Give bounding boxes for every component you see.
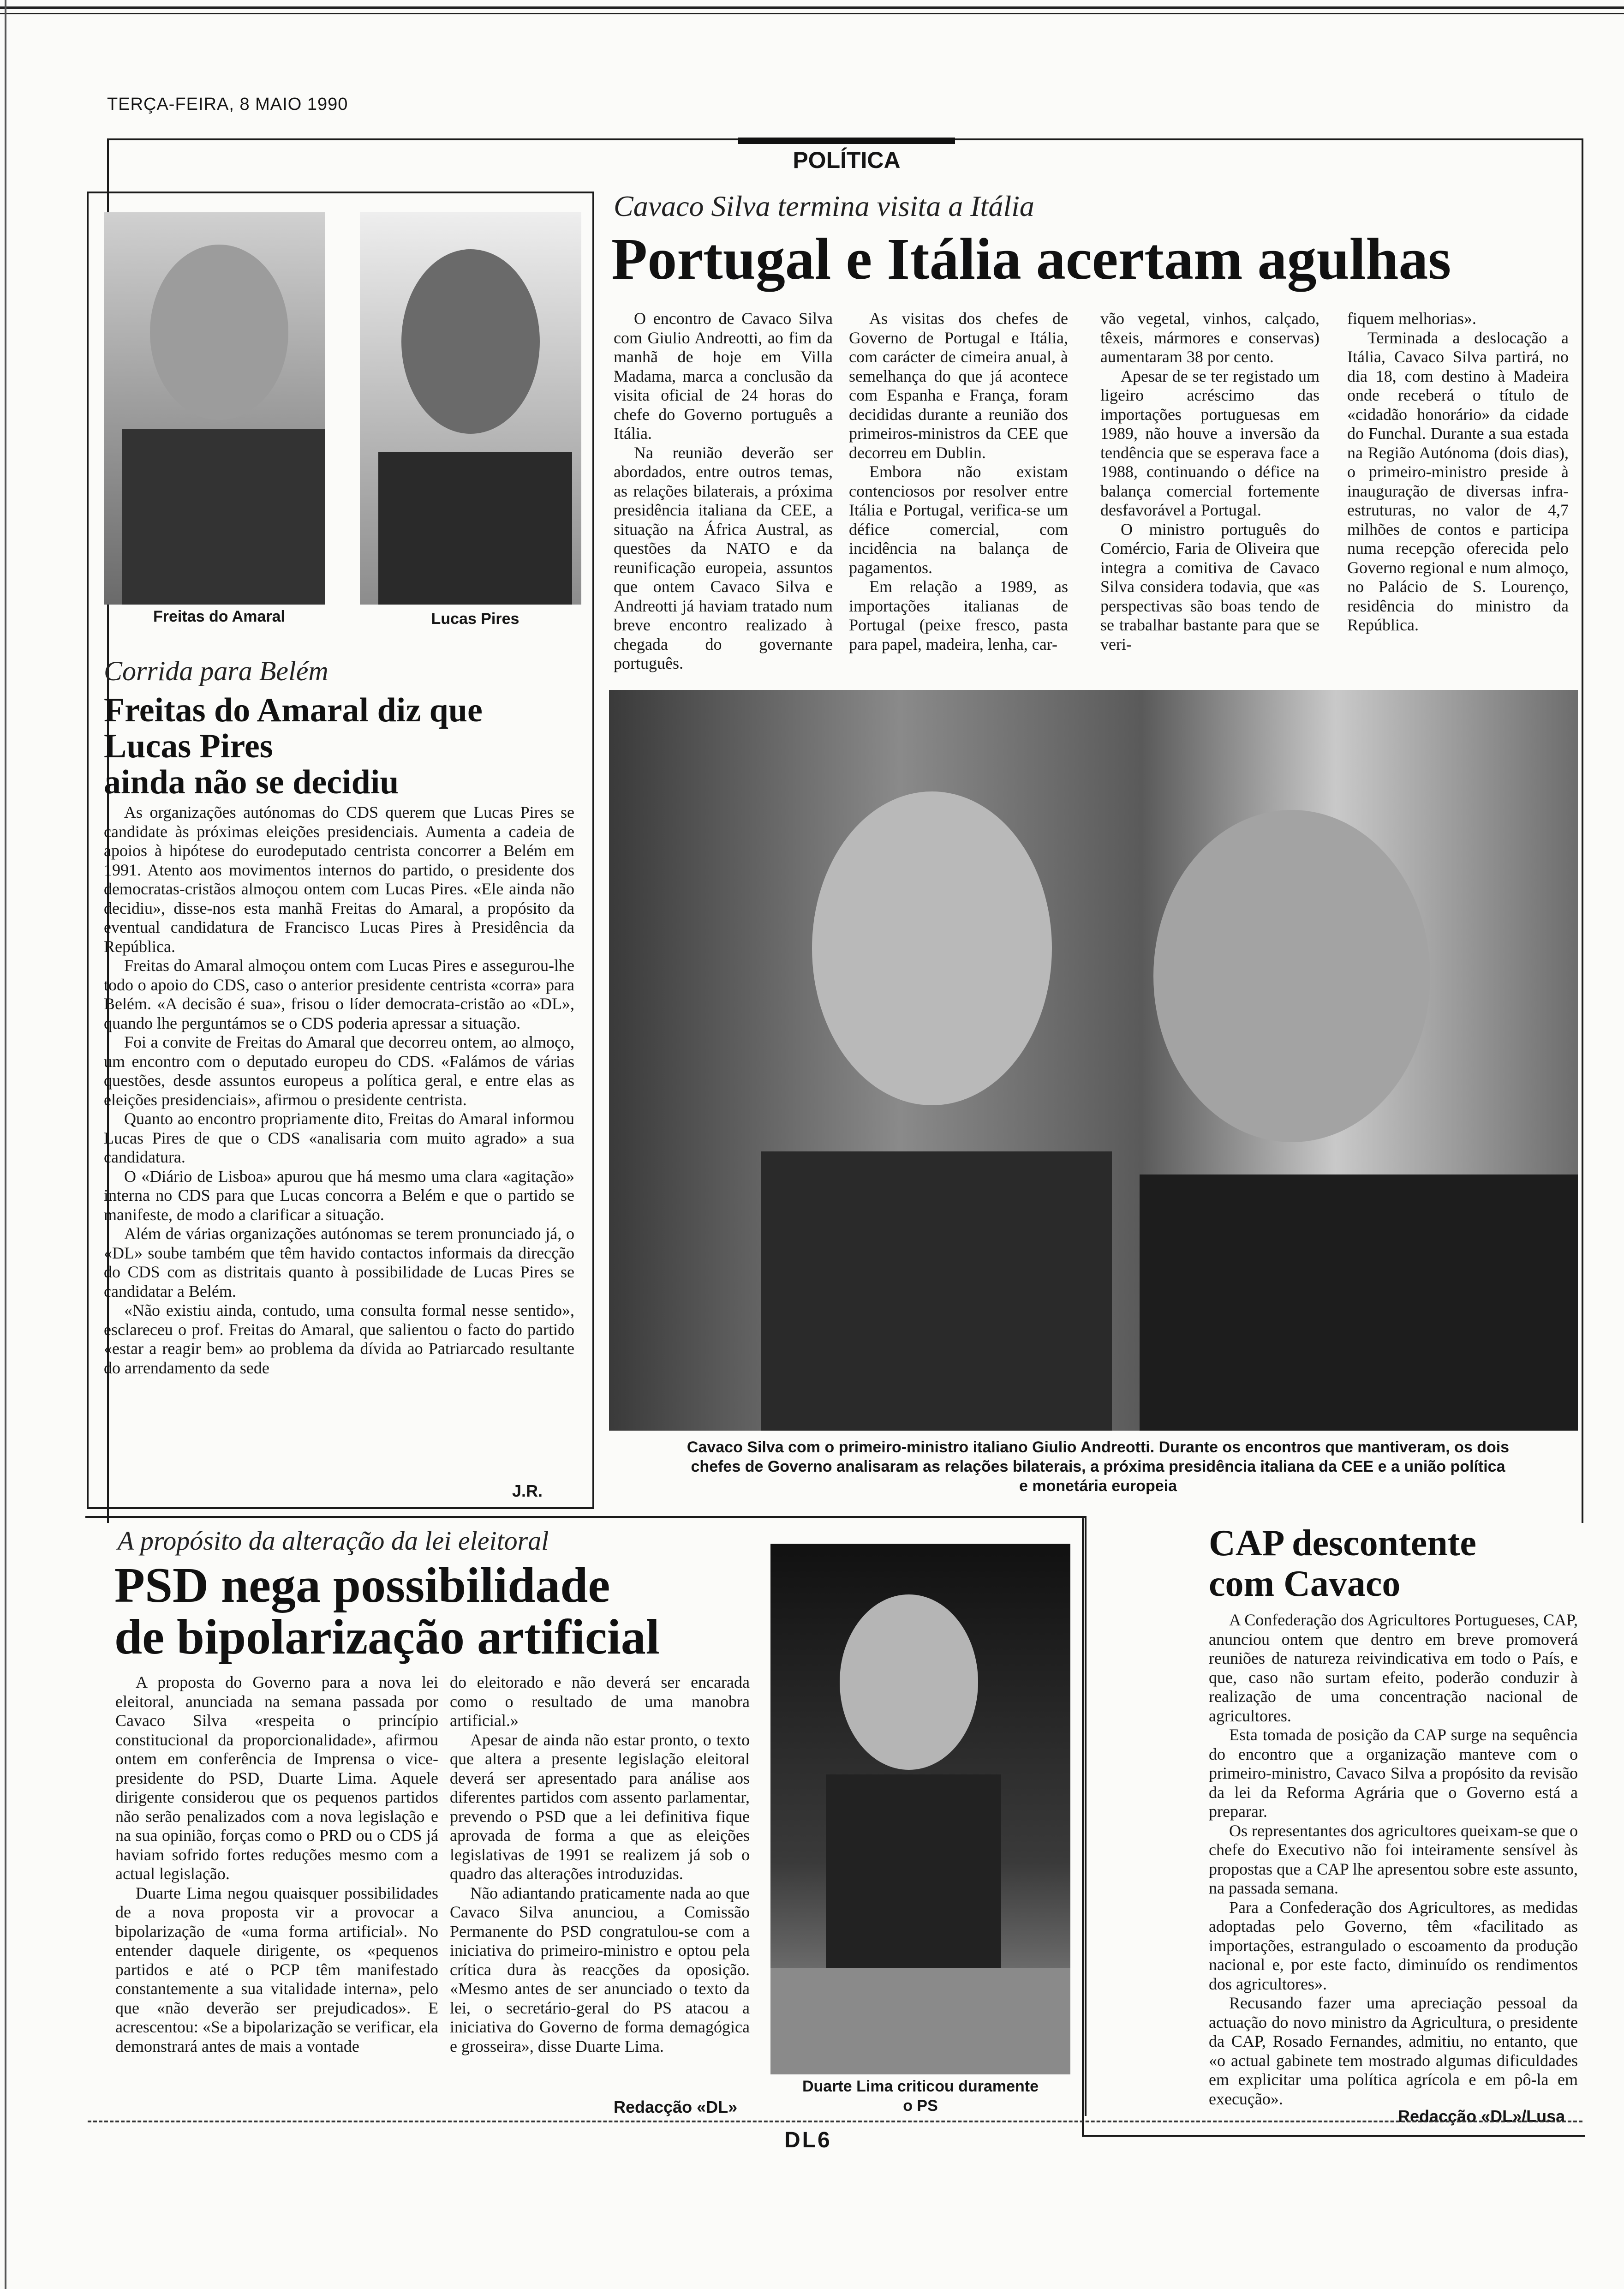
photo-illustration [104, 212, 325, 605]
lucas-pires-photo [360, 212, 581, 605]
paragraph: Embora não existam contenciosos por resolver entre Itália e Portugal, verifica-se um défice comercial, com incidência na balança de pagamentos. [849, 462, 1068, 577]
paragraph: As organizações autónomas do CDS querem que Lucas Pires se candidate às próximas eleições presidenciais. Aumenta a cadeia de apoios à hipótese do eurodeputado centrista concorrer a Belém em 1991. Atento aos movimentos internos do partido, o presidente dos democratas-cristãos almoçou ontem com Lucas Pires. «Ele ainda não decidiu», disse-nos esta manhã Freitas do Amaral, a propósito da eventual candidatura de Francisco Lucas Pires à Presidência da República. [104, 803, 574, 956]
headline-line: Freitas do Amaral diz que [104, 691, 483, 729]
cavaco-column-3 [1100, 309, 1320, 678]
paragraph: Apesar de ainda não estar pronto, o texto que altera a presente legislação eleitoral deverá ser apresentado para análise aos diferentes partidos com assento parlamentar, prevendo o PSD que a lei definitiva fique aprovada de forma a que as eleições legislativas de 1991 se realizem já sob o quadro das alterações introduzidas. [450, 1730, 750, 1883]
top-rule [0, 6, 1624, 9]
caption-line: Cavaco Silva com o primeiro-ministro italiano Giulio Andreotti. Durante os encontros que mantiveram, os dois [687, 1438, 1510, 1456]
cavaco-kicker: Cavaco Silva termina visita a Itália [614, 190, 1034, 222]
paragraph: Para a Confederação dos Agricultores, as medidas adoptadas pelo Governo, têm «facilitado as importações, estrangulado o escoamento da produção nacional e, por este facto, diminuído os rendimentos dos agricultores». [1209, 1898, 1578, 1993]
photo-illustration [770, 1544, 1070, 2074]
caption-line: chefes de Governo analisaram as relações bilaterais, a próxima presidência italiana da CEE e a união política [691, 1458, 1505, 1475]
paragraph: Foi a convite de Freitas do Amaral que decorreu ontem, ao almoço, um encontro com o deputado europeu do CDS. «Falámos de várias questões, desde assuntos europeus a política geral, e entre elas as eleições presidenciais», afirmou o presidente centrista. [104, 1033, 574, 1109]
paragraph: Freitas do Amaral almoçou ontem com Lucas Pires e assegurou-lhe todo o apoio do CDS, caso o anterior presidente centrista «corra» para Belém. «A decisão é sua», frisou o líder democrata-cristão ao «DL», quando lhe perguntámos se o CDS poderia apressar a situação. [104, 956, 574, 1032]
paragraph: Na reunião deverão ser abordados, entre outros temas, as relações bilaterais, a próxima presidência italiana da CEE, a situação na África Austral, as questões da NATO e da reunificação europeia, assuntos que ontem Cavaco Silva e Andreotti já haviam tratado num breve encontro realizado à chegada do governante português. [614, 443, 833, 672]
headline-line: CAP descontente [1209, 1523, 1476, 1564]
paragraph: Recusando fazer uma apreciação pessoal da actuação do novo ministro da Agricultura, o presidente da CAP, Rosado Fernandes, admitiu, no entanto, que «o actual gabinete tem mostrado algumas dificuldades em explicitar uma política agrícola e em pô-la em execução». [1209, 1994, 1578, 2108]
cap-body [1209, 1611, 1578, 2109]
paragraph: Apesar de se ter registado um ligeiro acréscimo das importações portuguesas em 1989, não houve a inversão da tendência que se esperava face a 1988, continuando o défice na balança comercial fortemente desfavorável a Portugal. [1100, 366, 1320, 519]
freitas-headline [104, 692, 483, 800]
paragraph: do eleitorado e não deverá ser encarada como o resultado de uma manobra artificial.» [450, 1673, 750, 1730]
paragraph: A proposta do Governo para a nova lei eleitoral, anunciada na semana passada por Cavaco Silva «respeita o princípio constitucional da proporcionalidade», afirmou ontem em conferência de Imprensa o vice-presidente do PSD, Duarte Lima. Aquele dirigente considerou que os pequenos partidos não serão penalizados com a nova legislação e na sua opinião, forças como o PRD ou o CDS já haviam sofrido fortes reduções mesmo com a actual legislação. [115, 1673, 438, 1883]
psd-kicker: A propósito da alteração da lei eleitoral [118, 1526, 549, 1556]
caption-line: o PS [903, 2097, 938, 2115]
paragraph: O ministro português do Comércio, Faria de Oliveira que integra a comitiva de Cavaco Silva considera todavia, que «as perspectivas são boas tendo de se trabalhar bastante para que se veri- [1100, 520, 1320, 653]
paragraph: Em relação a 1989, as importações italianas de Portugal (peixe fresco, pasta para papel, madeira, lenha, car- [849, 577, 1068, 653]
cavaco-column-2 [849, 309, 1068, 678]
page-date: TERÇA-FEIRA, 8 MAIO 1990 [107, 95, 348, 114]
section-tab [738, 138, 955, 179]
paragraph: Esta tomada de posição da CAP surge na sequência do encontro que a organização manteve com o primeiro-ministro, Cavaco Silva a propósito da revisão da lei da Reforma Agrária que o Governo está a preparar. [1209, 1726, 1578, 1821]
photo-illustration [609, 690, 1578, 1431]
cavaco-headline: Portugal e Itália acertam agulhas [611, 226, 1451, 292]
duarte-lima-caption [770, 2077, 1070, 2115]
psd-signature: Redacção «DL» [614, 2097, 738, 2116]
left-edge-rule [5, 0, 6, 2289]
psd-column-1 [115, 1673, 438, 2111]
paragraph: Quanto ao encontro propriamente dito, Freitas do Amaral informou Lucas Pires de que o CDS «analisaria com muito agrado» a sua candidatura. [104, 1109, 574, 1166]
footer-rule [88, 2121, 1582, 2122]
paragraph: «Não existiu ainda, contudo, uma consulta formal nesse sentido», esclareceu o prof. Freitas do Amaral, que salientou o facto do partido «estar a reagir bem» ao problema da dívida ao Patriarcado resultante do arrendamento da sede [104, 1301, 574, 1377]
cap-signature: Redacção «DL»/Lusa [1398, 2107, 1565, 2126]
freitas-photo [104, 212, 325, 605]
headline-line: Lucas Pires [104, 727, 273, 765]
caption-line: e monetária europeia [1019, 1477, 1177, 1495]
freitas-body [104, 803, 574, 1477]
cavaco-andreotti-photo [609, 690, 1578, 1431]
paragraph: A Confederação dos Agricultores Portugueses, CAP, anunciou ontem que dentro em breve promoverá reuniões de natureza reivindicativa em todo o País, e que, caso não surtam efeito, poderão conduzir à realização de uma concentração nacional de agricultores. [1209, 1611, 1578, 1725]
paragraph: fiquem melhorias». [1347, 309, 1476, 328]
headline-line: de bipolarização artificial [114, 1610, 660, 1665]
freitas-photo-caption: Freitas do Amaral [153, 608, 285, 625]
paragraph: Os representantes dos agricultores queixam-se que o chefe do Executivo não foi inteiramente sensível às propostas que a CAP lhe apresentou sobre este assunto, na passada semana. [1209, 1821, 1578, 1897]
freitas-signature: J.R. [512, 1481, 543, 1500]
photo-illustration [360, 212, 581, 605]
duarte-lima-photo [770, 1544, 1070, 2074]
headline-line: ainda não se decidiu [104, 763, 399, 801]
paragraph: Além de várias organizações autónomas se terem pronunciado já, o «DL» soube também que têm havido contactos informais da direcção do CDS com as distritais quanto à possibilidade de Lucas Pires se candidatar a Belém. [104, 1224, 574, 1300]
psd-column-2 [450, 1673, 750, 2102]
cavaco-photo-caption [623, 1438, 1573, 1496]
cavaco-column-1 [614, 309, 833, 678]
paragraph: O encontro de Cavaco Silva com Giulio Andreotti, ao fim da manhã de hoje em Villa Madama, marca a conclusão da visita oficial de 24 horas do chefe do Governo português a Itália. [614, 309, 833, 443]
caption-line: Duarte Lima criticou duramente [802, 2078, 1039, 2095]
paragraph: Duarte Lima negou quaisquer possibilidades de a nova proposta vir a provocar a bipolarização de «uma forma artificial». No entender daquele dirigente, os «pequenos partidos e até o PCP têm manifestado constantemente a sua vitalidade interna», pelo que «não deverão ser prejudicados». E acrescentou: «Se a bipolarização se verificar, ela demonstrará antes de mais a vontade [115, 1883, 438, 2055]
cavaco-column-4 [1347, 309, 1569, 688]
cap-headline [1209, 1523, 1476, 1604]
paragraph: Não adiantando praticamente nada ao que Cavaco Silva anunciou, a Comissão Permanente do PSD congratulou-se com a iniciativa do primeiro-ministro e optou pela crítica dura às reacções da oposição. «Mesmo antes de ser anunciado o texto da lei, o secretário-geral do PS atacou a iniciativa do Governo de forma demagógica e grosseira», disse Duarte Lima. [450, 1883, 750, 2055]
section-title: POLÍTICA [793, 147, 901, 173]
lucas-pires-photo-caption: Lucas Pires [431, 610, 519, 628]
psd-headline [114, 1560, 660, 1663]
headline-line: com Cavaco [1209, 1564, 1401, 1604]
paragraph: O «Diário de Lisboa» apurou que há mesmo uma clara «agitação» interna no CDS para que Lucas concorra a Belém e que o partido se manifeste, de modo a clarificar a situação. [104, 1167, 574, 1224]
paragraph: vão vegetal, vinhos, calçado, têxeis, mármores e conservas) aumentaram 38 por cento. [1100, 309, 1320, 366]
page-mark: DL6 [784, 2128, 832, 2152]
top-rule-thin [0, 13, 1624, 14]
freitas-kicker: Corrida para Belém [104, 656, 328, 686]
paragraph: As visitas dos chefes de Governo de Portugal e Itália, com carácter de cimeira anual, à semelhança do que já acontece com Espanha e França, foram decididas durante a reunião dos primeiros-ministros da CEE que decorreu em Dublin. [849, 309, 1068, 462]
headline-line: PSD nega possibilidade [114, 1558, 610, 1613]
paragraph: Terminada a deslocação a Itália, Cavaco Silva partirá, no dia 18, com destino à Madeira onde receberá o título de «cidadão honorário» da cidade do Funchal. Durante a sua estada na Região Autónoma (dois dias), o primeiro-ministro preside à inauguração de diversas infra-estruturas, no valor de 4,7 milhões de contos e participa numa recepção oferecida pelo Governo regional e num almoço, no Palácio de S. Lourenço, residência do ministro da República. [1347, 328, 1569, 634]
